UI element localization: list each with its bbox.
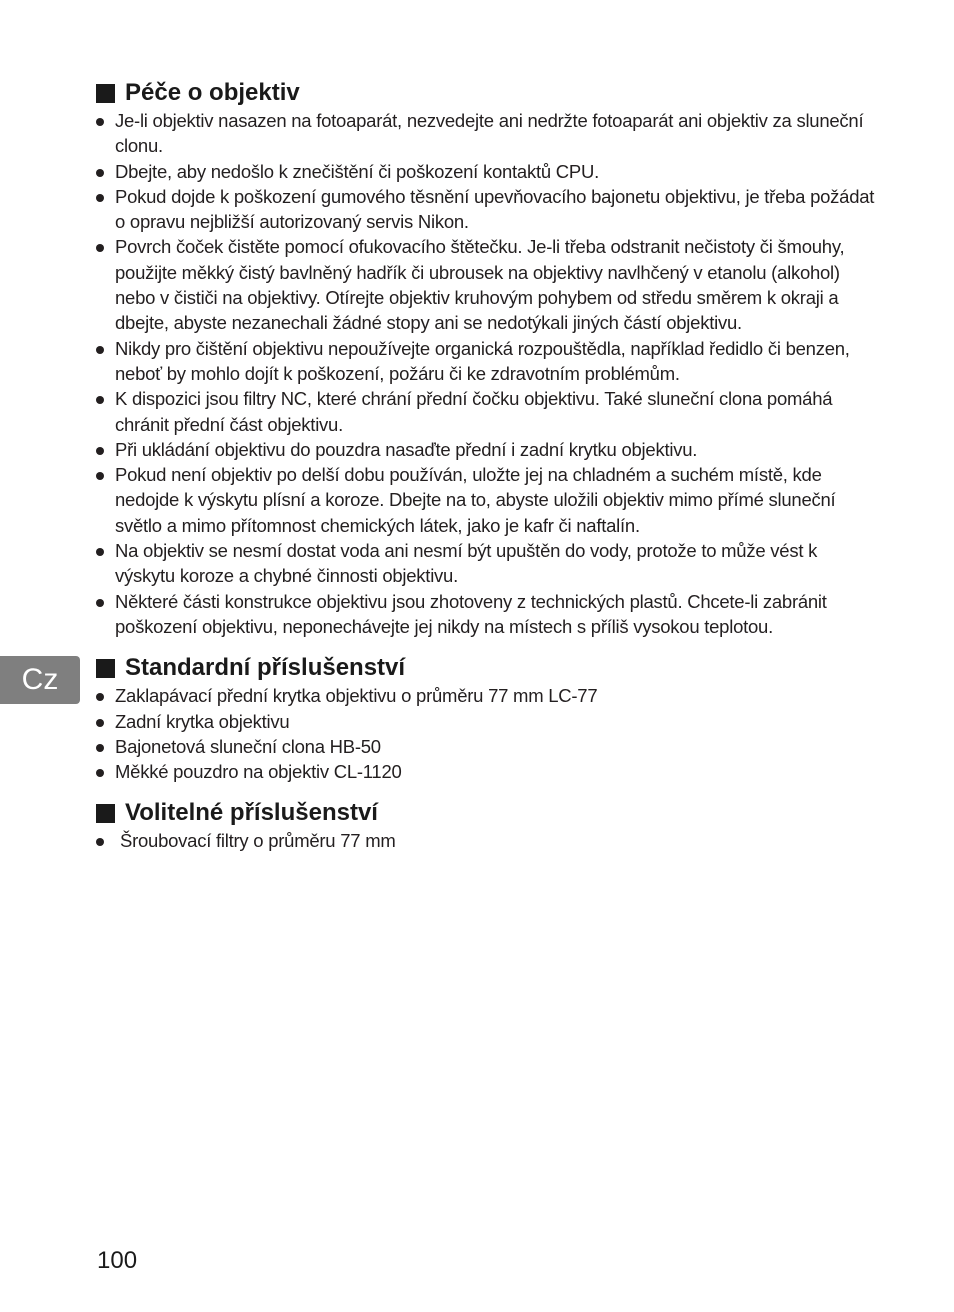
bullet-icon — [96, 599, 104, 607]
list-item: Pokud není objektiv po delší dobu používán, uložte jej na chladném a suchém místě, kde nedojde k výskytu plísní a koroze. Dbejte na to, abyste uložili objektiv mimo přímé sluneční světlo a mimo přítomnost chemických látek, jako je kafr či naftalín. — [96, 462, 876, 538]
list-item: Zaklapávací přední krytka objektivu o průměru 77 mm LC-77 — [96, 683, 876, 708]
list-item: Při ukládání objektivu do pouzdra nasaďte přední i zadní krytku objektivu. — [96, 437, 876, 462]
section-heading-optional-accessories — [96, 798, 876, 828]
section-heading-standard-accessories — [96, 653, 876, 683]
section-heading-lens-care — [96, 78, 876, 108]
list-item: Bajonetová sluneční clona HB-50 — [96, 734, 876, 759]
black-square-icon — [96, 84, 115, 103]
section-heading-text: Péče o objektiv — [125, 79, 300, 106]
list-item: Zadní krytka objektivu — [96, 709, 876, 734]
bullet-icon — [96, 719, 104, 727]
section-heading-text: Volitelné příslušenství — [125, 799, 378, 827]
standard-accessories-list — [96, 683, 876, 784]
optional-accessories-list — [96, 828, 876, 853]
bullet-icon — [96, 447, 104, 455]
list-item: Šroubovací filtry o průměru 77 mm — [96, 828, 876, 853]
page-number: 100 — [97, 1247, 138, 1274]
list-item: Některé části konstrukce objektivu jsou zhotoveny z technických plastů. Chcete-li zabránit poškození objektivu, neponechávejte jej nikdy na místech s příliš vysokou teplotou. — [96, 589, 876, 640]
language-tab — [0, 656, 80, 704]
bullet-icon — [96, 548, 104, 556]
list-item: Na objektiv se nesmí dostat voda ani nesmí být upuštěn do vody, protože to může vést k výskytu koroze a chybné činnosti objektivu. — [96, 538, 876, 589]
list-item: Pokud dojde k poškození gumového těsnění upevňovacího bajonetu objektivu, je třeba požádat o opravu nejbližší autorizovaný servis Nikon. — [96, 184, 876, 235]
lens-care-list — [96, 108, 876, 639]
bullet-icon — [96, 769, 104, 777]
bullet-icon — [96, 838, 104, 846]
bullet-icon — [96, 396, 104, 404]
section-heading-text: Standardní příslušenství — [125, 654, 406, 682]
black-square-icon — [96, 659, 115, 678]
list-item: Je-li objektiv nasazen na fotoaparát, nezvedejte ani nedržte fotoaparát ani objektiv za sluneční clonu. — [96, 108, 876, 159]
list-item: Nikdy pro čištění objektivu nepoužívejte organická rozpouštědla, například ředidlo či benzen, neboť by mohlo dojít k poškození, požáru či ke zdravotním problémům. — [96, 336, 876, 387]
bullet-icon — [96, 118, 104, 126]
bullet-icon — [96, 194, 104, 202]
list-item: Měkké pouzdro na objektiv CL-1120 — [96, 759, 876, 784]
bullet-icon — [96, 244, 104, 252]
black-square-icon — [96, 804, 115, 823]
language-tab-label: Cz — [21, 663, 59, 696]
bullet-icon — [96, 744, 104, 752]
list-item: K dispozici jsou filtry NC, které chrání přední čočku objektivu. Také sluneční clona pomáhá chránit přední část objektivu. — [96, 386, 876, 437]
list-item: Dbejte, aby nedošlo k znečištění či poškození kontaktů CPU. — [96, 159, 876, 184]
bullet-icon — [96, 346, 104, 354]
bullet-icon — [96, 472, 104, 480]
page-content — [96, 78, 876, 868]
list-item: Povrch čoček čistěte pomocí ofukovacího štětečku. Je-li třeba odstranit nečistoty či šmouhy, použijte měkký čistý bavlněný hadřík či ubrousek na objektivy navlhčený v etanolu (alkohol) nebo v čističi na objektivy. Otírejte objektiv kruhovým pohybem od středu směrem k okraji a dbejte, abyste nezanechali žádné stopy ani se nedotýkali jiných částí objektivu. — [96, 234, 876, 335]
bullet-icon — [96, 693, 104, 701]
bullet-icon — [96, 169, 104, 177]
